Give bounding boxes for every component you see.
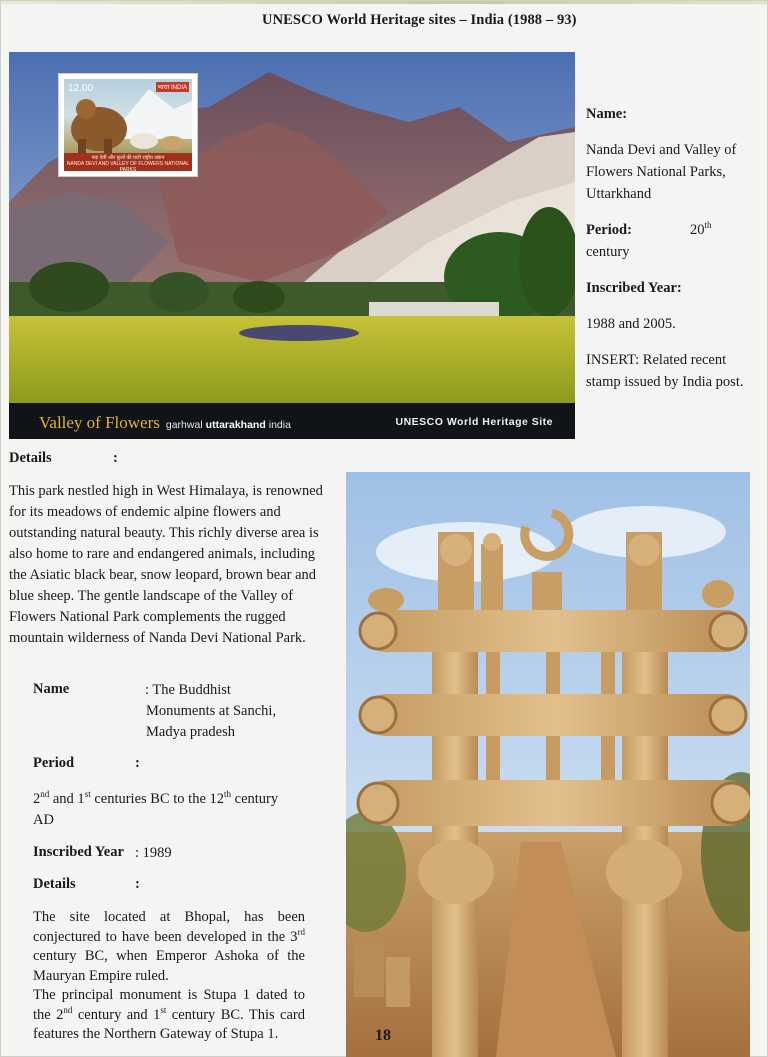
site2-details-p2-c: century BC. This card features the Northern Gateway of Stupa 1.: [33, 1006, 305, 1042]
stamp-country: भारत INDIA: [156, 82, 189, 92]
site1-period-rest: century: [586, 244, 630, 260]
stamp-caption-english: NANDA DEVI AND VALLEY OF FLOWERS NATIONAL PARKS: [66, 161, 190, 171]
site2-details-text: [33, 908, 305, 1045]
postage-stamp: [59, 74, 197, 176]
site2-period-part-a: 2: [33, 791, 41, 807]
stamp-caption: [64, 153, 192, 171]
site2-inscribed-value: : 1989: [135, 845, 172, 861]
site2-details-p2-a: The principal monument is Stupa 1 dated to the 2: [33, 987, 305, 1023]
site2-details-p1-b: century BC, when Emperor Ashoka of the Mauryan Empire ruled.: [33, 948, 305, 984]
card-caption-left: [39, 413, 291, 433]
site1-name-label: Name:: [586, 106, 628, 122]
sanchi-gateway-image: [346, 472, 750, 1057]
site2-period-value: [33, 789, 313, 831]
site2-period-part-d: century: [231, 791, 279, 807]
card-caption-title: Valley of Flowers: [39, 413, 160, 432]
page-number: 18: [375, 1027, 391, 1044]
stamp-caption-hindi: नंदा देवी और फूलों की घाटी राष्ट्रीय उद्यान: [91, 155, 165, 161]
site2-period-sup-a: nd: [40, 789, 50, 800]
site1-period: [586, 219, 758, 263]
site2-period-part-e: AD: [33, 812, 54, 828]
site2-period-colon: :: [135, 755, 140, 771]
valley-of-flowers-card: [9, 52, 575, 439]
site2-period-sup-c: th: [224, 789, 232, 800]
page-title: UNESCO World Heritage sites – India (1988 – 93): [262, 12, 577, 28]
site2-details-p2-b: century and 1: [72, 1006, 161, 1023]
card-caption-state: uttarakhand: [205, 419, 266, 431]
site2-name-line3: Madya pradesh: [146, 724, 235, 740]
site1-details-text: This park nestled high in West Himalaya, is renowned for its meadows of endemic alpine flowers and outstanding natural beauty. This richly diverse area is also home to rare and endangered animals, including the Asiatic black bear, snow leopard, brown bear and blue sheep. The gentle landscape of the Valley of Flowers National Park complements the rugged mountain wilderness of Nanda Devi National Park.: [9, 483, 323, 646]
site1-inscribed-value: 1988 and 2005.: [586, 316, 676, 332]
site1-period-sup: th: [704, 220, 712, 231]
site2-details-p1: [33, 908, 305, 986]
site2-details-p1-a: The site located at Bhopal, has been conjectured to have been developed in the 3: [33, 909, 305, 945]
card-caption-band: [9, 403, 575, 439]
site2-name-line2: Monuments at Sanchi,: [146, 703, 277, 719]
site1-insert-note: INSERT: Related recent stamp issued by India post.: [586, 352, 744, 390]
site1-info: [586, 103, 758, 407]
site1-details-label: Details: [9, 450, 52, 466]
site1-period-label: Period:: [586, 222, 632, 238]
site2-details-label: Details: [33, 876, 76, 892]
site1-name-value: Nanda Devi and Valley of Flowers National Parks, Uttarkhand: [586, 142, 737, 202]
site2-details-p2: [33, 986, 305, 1045]
site2-details-p2-sup2: st: [160, 1004, 167, 1015]
card-caption-region: garhwal: [165, 419, 203, 431]
site2-period-sup-b: st: [84, 789, 91, 800]
site2-name-label: Name: [33, 681, 70, 697]
site2-name-line1: : The Buddhist: [145, 682, 231, 698]
card-caption-unesco: UNESCO World Heritage Site: [395, 416, 553, 428]
site2-period-part-b: and 1: [49, 791, 85, 807]
site2-name-value: [145, 680, 276, 743]
site1-inscribed-label: Inscribed Year:: [586, 280, 682, 296]
site1-period-number: 20: [690, 222, 705, 238]
site1-details-colon: :: [113, 450, 118, 466]
card-caption-country: india: [268, 419, 291, 431]
site2-details-p1-sup: rd: [297, 926, 305, 937]
site2-period-part-c: centuries BC to the 12: [90, 791, 224, 807]
sanchi-gateway-card: [346, 472, 750, 1057]
site2-inscribed-label: Inscribed Year: [33, 844, 124, 860]
site2-period-label: Period: [33, 755, 75, 771]
stamp-value: 12.00: [68, 83, 94, 94]
site2-details-p2-sup1: nd: [63, 1004, 73, 1015]
site2-details-colon: :: [135, 876, 140, 892]
